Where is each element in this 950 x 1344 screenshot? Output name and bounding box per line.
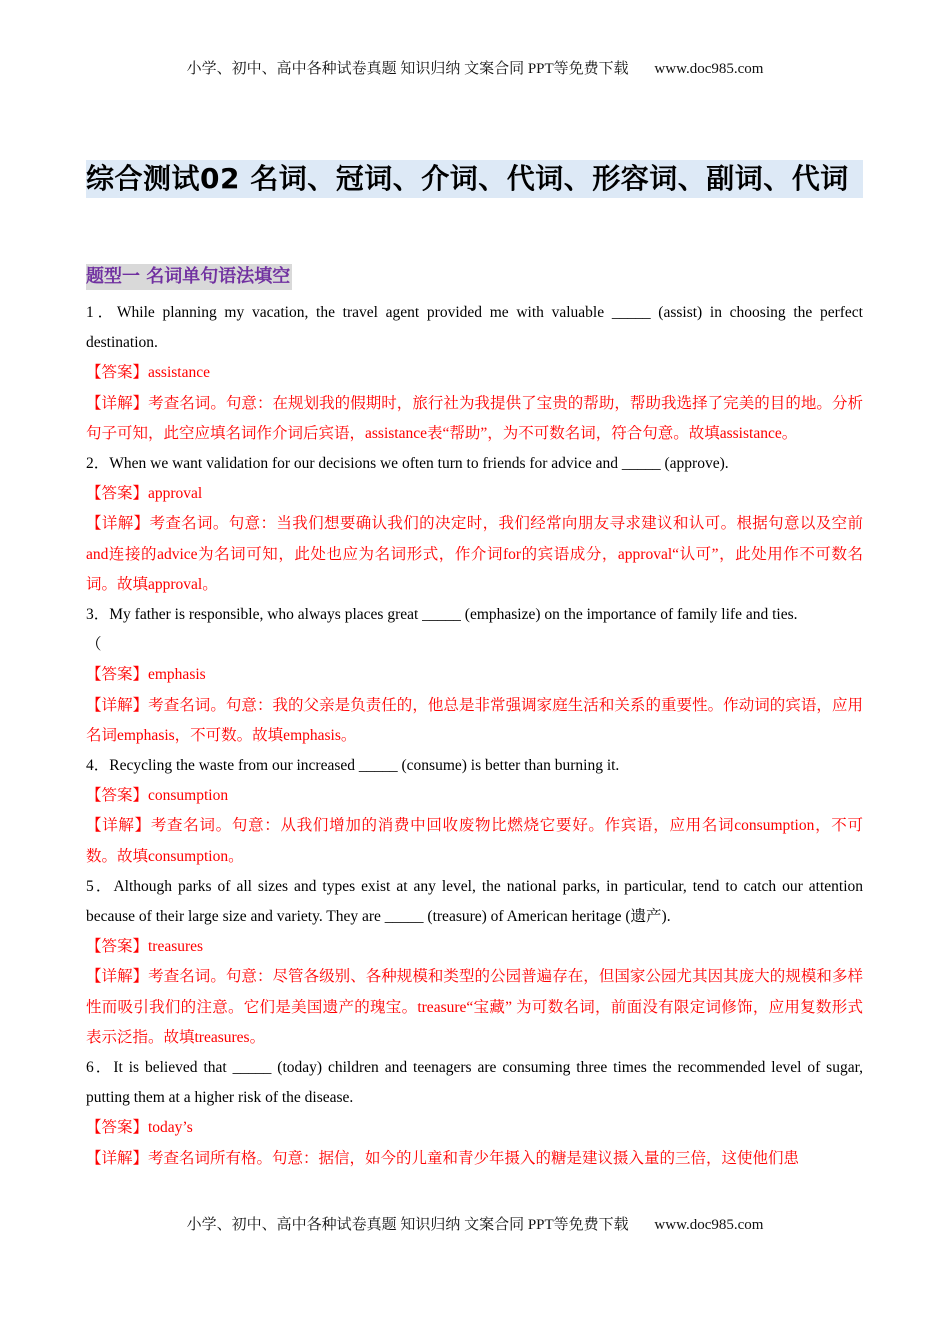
header-text: 小学、初中、高中各种试卷真题 知识归纳 文案合同 PPT等免费下载 <box>186 61 629 77</box>
answer-line: 【答案】today’s <box>86 1119 193 1137</box>
answer-line: 【答案】treasures <box>86 938 204 956</box>
section-heading: 题型一 名词单句语法填空 <box>86 264 292 290</box>
answer-line: 【答案】emphasis <box>86 666 206 684</box>
question-text: 3．My father is responsible, who always places great _____ (emphasize) on the importance of family life and ties. <box>86 606 798 624</box>
question-text: 5．Although parks of all sizes and types exist at any level, the national parks, in particular, tend to catch our attention because of their large size and variety. They are _____ (treasure) of American heritage (遗产). <box>86 877 863 926</box>
page-footer <box>0 1213 950 1234</box>
explanation-text: 【详解】考查名词。句意：当我们想要确认我们的决定时，我们经常向朋友寻求建议和认可。根据句意以及空前and连接的advice为名词可知，此处也应为名词形式，作介词for的宾语成分，approval“认可”，此处用作不可数名词。故填approval。 <box>86 515 863 593</box>
question-item-2 <box>86 449 863 600</box>
header-site-link[interactable]: www.doc985.com <box>654 61 764 77</box>
footer-site-link[interactable]: www.doc985.com <box>654 1217 764 1233</box>
question-item-6 <box>86 1053 863 1174</box>
question-item-3 <box>86 600 863 751</box>
explanation-text: 【详解】考查名词。句意：从我们增加的消费中回收废物比燃烧它要好。作宾语，应用名词consumption，不可数。故填consumption。 <box>86 817 863 865</box>
page-header <box>0 57 950 78</box>
question-text: 6．It is believed that _____ (today) children and teenagers are consuming three times the recommended level of sugar, putting them at a higher risk of the disease. <box>86 1059 863 1107</box>
question-extra-mark: （ <box>86 636 102 654</box>
question-list <box>86 298 863 1174</box>
explanation-text: 【详解】考查名词所有格。句意：据信，如今的儿童和青少年摄入的糖是建议摄入量的三倍，这使他们患 <box>86 1149 800 1167</box>
footer-text: 小学、初中、高中各种试卷真题 知识归纳 文案合同 PPT等免费下载 <box>186 1217 629 1233</box>
answer-line: 【答案】consumption <box>86 787 229 805</box>
question-item-4 <box>86 751 863 872</box>
question-text: 4．Recycling the waste from our increased _____ (consume) is better than burning it. <box>86 757 620 775</box>
answer-line: 【答案】assistance <box>86 364 210 382</box>
question-text: 1．While planning my vacation, the travel agent provided me with valuable _____ (assist) in choosing the perfect destination. <box>86 304 863 352</box>
explanation-text: 【详解】考查名词。句意：在规划我的假期时，旅行社为我提供了宝贵的帮助，帮助我选择了完美的目的地。分析句子可知，此空应填名词作介词后宾语，assistance表“帮助”，为不可数名词，符合句意。故填assistance。 <box>86 394 863 442</box>
explanation-text: 【详解】考查名词。句意：尽管各级别、各种规模和类型的公园普遍存在，但国家公园尤其因其庞大的规模和多样性而吸引我们的注意。它们是美国遗产的瑰宝。treasure“宝藏” 为可数名词，前面没有限定词修饰，应用复数形式表示泛指。故填treasures。 <box>86 968 863 1046</box>
question-item-5 <box>86 872 863 1053</box>
answer-line: 【答案】approval <box>86 485 203 503</box>
explanation-text: 【详解】考查名词。句意：我的父亲是负责任的，他总是非常强调家庭生活和关系的重要性。作动词的宾语，应用名词emphasis，不可数。故填emphasis。 <box>86 696 863 744</box>
question-text: 2．When we want validation for our decisions we often turn to friends for advice and _____ (approve). <box>86 455 729 473</box>
question-item-1 <box>86 298 863 449</box>
document-title: 综合测试02 名词、冠词、介词、代词、形容词、副词、代词 <box>86 160 863 198</box>
